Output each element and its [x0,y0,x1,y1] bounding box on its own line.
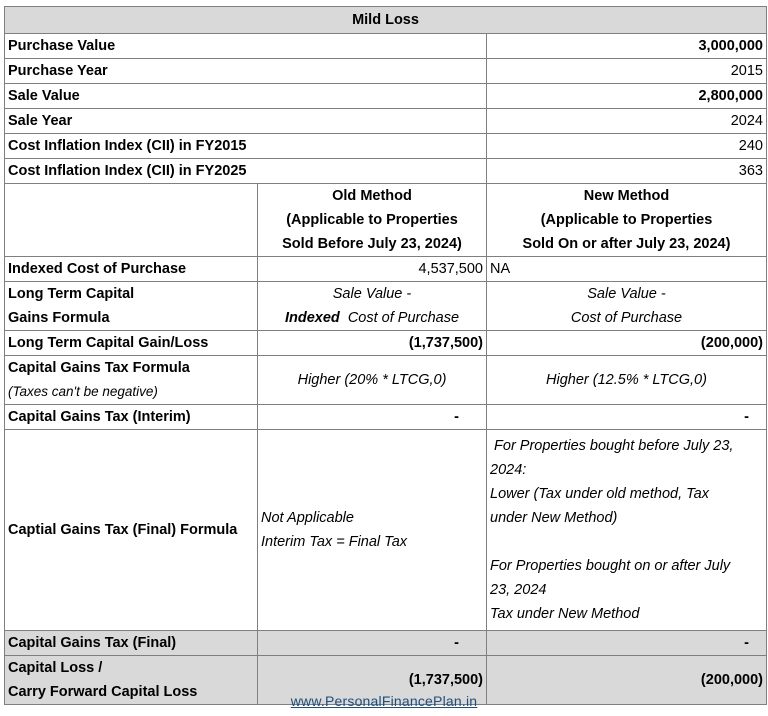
ltcg-formula-new-1: Sale Value - [587,286,666,302]
ltcg-label: Long Term Capital Gain/Loss [5,331,258,356]
cg-tax-final-formula-new-7: 23, 2024 [490,582,547,598]
capital-loss-label-1: Capital Loss / [8,660,103,676]
cg-tax-interim-new-value: - [744,409,749,425]
table-title: Mild Loss [5,7,767,34]
cg-tax-formula-label: Capital Gains Tax Formula [8,360,190,376]
purchase-value: 3,000,000 [487,34,767,59]
cii-2025: 363 [487,159,767,184]
cg-tax-final-label: Capital Gains Tax (Final) [5,631,258,656]
sale-value: 2,800,000 [487,84,767,109]
footer-link[interactable]: www.PersonalFinancePlan.in [290,693,478,709]
cii-2015: 240 [487,134,767,159]
ltcg-formula-old [258,282,487,331]
cg-tax-final-formula-row [5,430,767,631]
cg-tax-final-new-value: - [744,635,749,651]
old-method-header [258,184,487,257]
old-method-title: Old Method [332,188,412,204]
ltcg-formula-old-2-wrap [261,306,483,330]
cg-tax-final-new [487,631,767,656]
cg-tax-final-formula-label: Captial Gains Tax (Final) Formula [5,430,258,631]
ltcg-formula-new [487,282,767,331]
indexed-cost-label: Indexed Cost of Purchase [5,257,258,282]
cg-tax-interim-row [5,405,767,430]
sale-value-row [5,84,767,109]
ltcg-formula-label-2: Gains Formula [8,310,110,326]
purchase-year-label: Purchase Year [5,59,487,84]
purchase-value-label: Purchase Value [5,34,487,59]
sale-year: 2024 [487,109,767,134]
ltcg-formula-label-1: Long Term Capital [8,286,135,302]
cii-2025-label: Cost Inflation Index (CII) in FY2025 [5,159,487,184]
ltcg-formula-row [5,282,767,331]
spreadsheet [4,6,766,705]
cii-2015-row [5,134,767,159]
capital-loss-label-2: Carry Forward Capital Loss [8,684,198,700]
cg-tax-final-formula-old [258,430,487,631]
old-method-sub2: Sold Before July 23, 2024) [282,236,462,252]
cii-2025-row [5,159,767,184]
cg-tax-interim-new [487,405,767,430]
cg-tax-final-formula-new-3: Lower (Tax under old method, Tax [490,486,709,502]
new-method-sub2: Sold On or after July 23, 2024) [522,236,731,252]
cg-tax-final-formula-old-2: Interim Tax = Final Tax [261,534,408,550]
purchase-year-row [5,59,767,84]
ltcg-old: (1,737,500) [258,331,487,356]
cg-tax-formula-old: Higher (20% * LTCG,0) [258,356,487,405]
cg-tax-final-formula-new [487,430,767,631]
cg-tax-final-row [5,631,767,656]
old-method-sub1: (Applicable to Properties [286,212,458,228]
cg-tax-final-formula-new-6: For Properties bought on or after July [490,558,731,574]
cg-tax-interim-label: Capital Gains Tax (Interim) [5,405,258,430]
sale-year-label: Sale Year [5,109,487,134]
ltcg-row [5,331,767,356]
cg-tax-formula-note: (Taxes can't be negative) [8,384,158,399]
cg-tax-final-formula-old-1: Not Applicable [261,510,354,526]
sale-year-row [5,109,767,134]
ltcg-formula-new-2: Cost of Purchase [570,310,683,326]
cg-tax-formula-label-cell [5,356,258,405]
cg-tax-formula-new: Higher (12.5% * LTCG,0) [487,356,767,405]
new-method-header [487,184,767,257]
header-blank [5,184,258,257]
cg-tax-final-formula-new-8: Tax under New Method [490,606,640,622]
indexed-cost-row [5,257,767,282]
cg-tax-interim-old [258,405,487,430]
title-row [5,7,767,34]
cg-tax-final-old [258,631,487,656]
cii-2015-label: Cost Inflation Index (CII) in FY2015 [5,134,487,159]
new-method-title: New Method [583,188,670,204]
ltcg-formula-old-1: Sale Value - [332,286,412,302]
ltcg-formula-old-indexed: Indexed [284,310,340,326]
cg-tax-final-formula-new-4: under New Method) [490,510,618,526]
cg-tax-interim-old-value: - [454,409,459,425]
ltcg-new: (200,000) [487,331,767,356]
capital-loss-new: (200,000) [487,656,767,705]
ltcg-formula-old-rest: Cost of Purchase [347,310,460,326]
method-header-row [5,184,767,257]
new-method-sub1: (Applicable to Properties [540,212,713,228]
purchase-value-row [5,34,767,59]
cg-tax-final-formula-new-5 [490,530,763,554]
capital-loss-old: (1,737,500) [258,656,487,705]
purchase-year: 2015 [487,59,767,84]
tax-table [4,6,767,705]
cg-tax-final-formula-new-2: 2024: [490,462,527,478]
cg-tax-final-old-value: - [454,635,459,651]
indexed-cost-new: NA [487,257,767,282]
cg-tax-formula-row [5,356,767,405]
indexed-cost-old: 4,537,500 [258,257,487,282]
ltcg-formula-label [5,282,258,331]
sale-value-label: Sale Value [5,84,487,109]
cg-tax-final-formula-new-1: For Properties bought before July 23, [490,438,734,454]
